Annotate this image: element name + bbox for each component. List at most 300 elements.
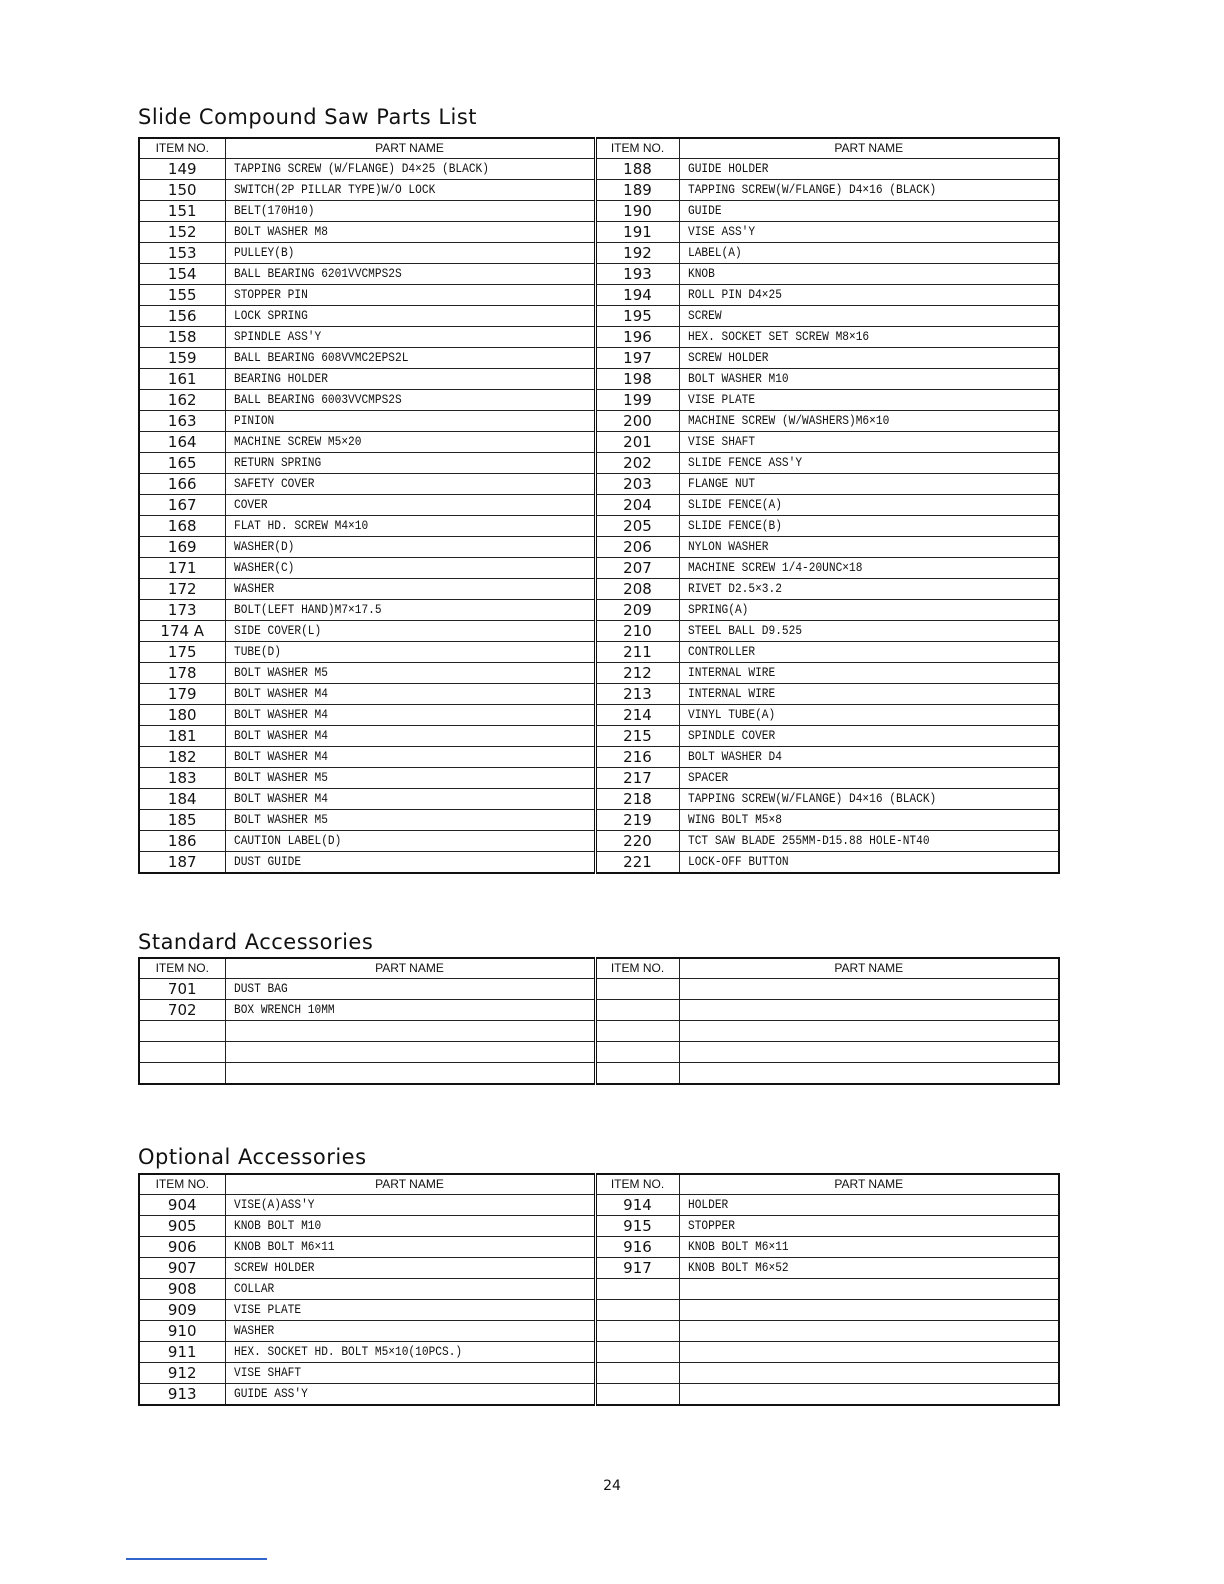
section-title-optional-accessories: Optional Accessories xyxy=(138,1145,367,1169)
part-name-text: WING BOLT M5×8 xyxy=(687,812,782,827)
part-name xyxy=(679,264,1059,285)
part-name-text: LOCK-OFF BUTTON xyxy=(687,854,789,869)
part-name-text: BOLT WASHER M4 xyxy=(233,728,328,743)
item-number xyxy=(595,1321,679,1342)
item-number: 159 xyxy=(139,348,225,369)
part-name xyxy=(679,1363,1059,1384)
part-name-text: VINYL TUBE(A) xyxy=(687,707,775,722)
part-name xyxy=(225,1216,595,1237)
table-row xyxy=(139,348,1059,369)
item-number: 911 xyxy=(139,1342,225,1363)
part-name xyxy=(225,579,595,600)
item-number: 917 xyxy=(595,1258,679,1279)
part-name xyxy=(679,390,1059,411)
table-row xyxy=(139,747,1059,768)
part-name-text: BOLT WASHER M4 xyxy=(233,686,328,701)
part-name xyxy=(225,789,595,810)
part-name-text: BOLT WASHER M4 xyxy=(233,791,328,806)
part-name xyxy=(679,1195,1059,1216)
table-row xyxy=(139,1300,1059,1321)
parts-list-table xyxy=(138,137,1060,874)
part-name xyxy=(679,684,1059,705)
part-name xyxy=(679,432,1059,453)
item-number: 192 xyxy=(595,243,679,264)
part-name-header: PART NAME xyxy=(679,138,1059,159)
item-no-header: ITEM NO. xyxy=(595,1174,679,1195)
part-name-text: SPINDLE COVER xyxy=(687,728,775,743)
table-row xyxy=(139,1279,1059,1300)
table-row xyxy=(139,1195,1059,1216)
part-name xyxy=(679,243,1059,264)
item-number: 173 xyxy=(139,600,225,621)
item-number: 150 xyxy=(139,180,225,201)
item-number: 218 xyxy=(595,789,679,810)
item-number xyxy=(139,1042,225,1063)
table-row xyxy=(139,621,1059,642)
item-number: 220 xyxy=(595,831,679,852)
part-name-text: PULLEY(B) xyxy=(233,245,294,260)
part-name xyxy=(679,768,1059,789)
item-number: 199 xyxy=(595,390,679,411)
part-name-text: RETURN SPRING xyxy=(233,455,321,470)
item-number: 181 xyxy=(139,726,225,747)
part-name xyxy=(225,348,595,369)
table-row xyxy=(139,852,1059,874)
part-name-header: PART NAME xyxy=(225,1174,595,1195)
part-name xyxy=(679,1279,1059,1300)
item-no-header: ITEM NO. xyxy=(139,958,225,979)
part-name-text: BOLT WASHER M4 xyxy=(233,749,328,764)
item-number: 190 xyxy=(595,201,679,222)
item-number: 219 xyxy=(595,810,679,831)
part-name-text: TAPPING SCREW(W/FLANGE) D4×16 (BLACK) xyxy=(687,182,936,197)
item-number: 193 xyxy=(595,264,679,285)
part-name xyxy=(225,558,595,579)
part-name xyxy=(225,726,595,747)
item-number: 904 xyxy=(139,1195,225,1216)
table-row xyxy=(139,180,1059,201)
item-number: 179 xyxy=(139,684,225,705)
item-number xyxy=(595,1384,679,1406)
item-number: 206 xyxy=(595,537,679,558)
item-number: 208 xyxy=(595,579,679,600)
part-name xyxy=(225,1384,595,1406)
part-name xyxy=(679,1300,1059,1321)
part-name-text: LABEL(A) xyxy=(687,245,742,260)
part-name-text: STOPPER PIN xyxy=(233,287,308,302)
part-name-header: PART NAME xyxy=(679,958,1059,979)
part-name xyxy=(679,474,1059,495)
item-number: 167 xyxy=(139,495,225,516)
part-name xyxy=(679,411,1059,432)
part-name-text: VISE(A)ASS'Y xyxy=(233,1197,315,1212)
part-name-text: HEX. SOCKET HD. BOLT M5×10(10PCS.) xyxy=(233,1344,462,1359)
item-number xyxy=(139,1021,225,1042)
item-number: 184 xyxy=(139,789,225,810)
part-name xyxy=(225,453,595,474)
part-name xyxy=(225,495,595,516)
part-name-text: KNOB BOLT M6×11 xyxy=(687,1239,789,1254)
item-number xyxy=(139,1063,225,1085)
part-name-text: KNOB BOLT M6×11 xyxy=(233,1239,335,1254)
table-header-row xyxy=(139,958,1059,979)
part-name-text: VISE SHAFT xyxy=(687,434,755,449)
part-name-header: PART NAME xyxy=(225,958,595,979)
table-row xyxy=(139,579,1059,600)
part-name-text: BOLT(LEFT HAND)M7×17.5 xyxy=(233,602,382,617)
table-row xyxy=(139,432,1059,453)
item-number xyxy=(595,1042,679,1063)
part-name xyxy=(679,369,1059,390)
section-title-standard-accessories: Standard Accessories xyxy=(138,930,374,954)
part-name xyxy=(679,747,1059,768)
part-name-text: STEEL BALL D9.525 xyxy=(687,623,802,638)
part-name-text: MACHINE SCREW M5×20 xyxy=(233,434,361,449)
item-number: 189 xyxy=(595,180,679,201)
table-row xyxy=(139,516,1059,537)
part-name xyxy=(679,1216,1059,1237)
part-name xyxy=(225,159,595,180)
item-number: 163 xyxy=(139,411,225,432)
part-name-text: FLANGE NUT xyxy=(687,476,755,491)
table-row xyxy=(139,979,1059,1000)
part-name-text: NYLON WASHER xyxy=(687,539,769,554)
table-row xyxy=(139,1237,1059,1258)
part-name xyxy=(225,369,595,390)
part-name-text: WASHER(C) xyxy=(233,560,294,575)
table-row xyxy=(139,474,1059,495)
item-number: 907 xyxy=(139,1258,225,1279)
table-row xyxy=(139,264,1059,285)
part-name xyxy=(225,663,595,684)
part-name xyxy=(679,1237,1059,1258)
part-name xyxy=(679,579,1059,600)
item-number: 165 xyxy=(139,453,225,474)
page-number: 24 xyxy=(603,1478,621,1494)
part-name xyxy=(225,180,595,201)
part-name-text: BALL BEARING 6201VVCMPS2S xyxy=(233,266,402,281)
table-row xyxy=(139,1363,1059,1384)
part-name-text: BALL BEARING 608VVMC2EPS2L xyxy=(233,350,408,365)
item-number: 221 xyxy=(595,852,679,874)
part-name-text: BOLT WASHER M8 xyxy=(233,224,328,239)
item-number: 213 xyxy=(595,684,679,705)
item-number: 191 xyxy=(595,222,679,243)
item-number: 158 xyxy=(139,327,225,348)
item-number: 214 xyxy=(595,705,679,726)
part-name-text: MACHINE SCREW (W/WASHERS)M6×10 xyxy=(687,413,889,428)
part-name xyxy=(225,243,595,264)
table-row xyxy=(139,663,1059,684)
item-number: 908 xyxy=(139,1279,225,1300)
part-name xyxy=(225,1342,595,1363)
table-row xyxy=(139,1021,1059,1042)
part-name xyxy=(225,411,595,432)
part-name-text: RIVET D2.5×3.2 xyxy=(687,581,782,596)
part-name-text: SLIDE FENCE(B) xyxy=(687,518,782,533)
part-name xyxy=(679,1342,1059,1363)
part-name xyxy=(225,1258,595,1279)
table-row xyxy=(139,537,1059,558)
item-number: 210 xyxy=(595,621,679,642)
part-name xyxy=(679,285,1059,306)
part-name-text: BOLT WASHER D4 xyxy=(687,749,782,764)
part-name-text: WASHER xyxy=(233,581,274,596)
part-name xyxy=(679,558,1059,579)
item-number: 187 xyxy=(139,852,225,874)
part-name-text: VISE PLATE xyxy=(687,392,755,407)
part-name-text: SLIDE FENCE(A) xyxy=(687,497,782,512)
section-title-parts-list: Slide Compound Saw Parts List xyxy=(138,105,478,129)
item-number: 913 xyxy=(139,1384,225,1406)
part-name xyxy=(225,1000,595,1021)
part-name-text: BELT(170H10) xyxy=(233,203,315,218)
item-number: 152 xyxy=(139,222,225,243)
part-name xyxy=(679,1000,1059,1021)
part-name-text: DUST GUIDE xyxy=(233,854,301,869)
part-name xyxy=(679,1063,1059,1085)
item-number: 153 xyxy=(139,243,225,264)
part-name xyxy=(679,979,1059,1000)
part-name xyxy=(225,684,595,705)
item-number: 178 xyxy=(139,663,225,684)
part-name-text: TAPPING SCREW(W/FLANGE) D4×16 (BLACK) xyxy=(687,791,936,806)
item-number: 212 xyxy=(595,663,679,684)
part-name-text: KNOB BOLT M10 xyxy=(233,1218,321,1233)
table-row xyxy=(139,369,1059,390)
part-name xyxy=(679,495,1059,516)
part-name xyxy=(679,852,1059,874)
part-name-text: GUIDE xyxy=(687,203,722,218)
part-name xyxy=(679,159,1059,180)
table-row xyxy=(139,1258,1059,1279)
part-name xyxy=(679,453,1059,474)
part-name xyxy=(679,663,1059,684)
part-name-text: HEX. SOCKET SET SCREW M8×16 xyxy=(687,329,869,344)
table-row xyxy=(139,1342,1059,1363)
part-name xyxy=(225,516,595,537)
part-name xyxy=(225,474,595,495)
table-row xyxy=(139,600,1059,621)
part-name xyxy=(679,705,1059,726)
item-number: 156 xyxy=(139,306,225,327)
part-name xyxy=(225,537,595,558)
part-name-text: KNOB BOLT M6×52 xyxy=(687,1260,789,1275)
table-row xyxy=(139,1321,1059,1342)
item-number xyxy=(595,979,679,1000)
part-name xyxy=(679,201,1059,222)
item-number: 161 xyxy=(139,369,225,390)
part-name xyxy=(225,1063,595,1085)
item-number: 200 xyxy=(595,411,679,432)
item-number: 168 xyxy=(139,516,225,537)
part-name xyxy=(225,1237,595,1258)
item-number: 188 xyxy=(595,159,679,180)
part-name xyxy=(225,979,595,1000)
part-name xyxy=(225,390,595,411)
part-name-text: CONTROLLER xyxy=(687,644,755,659)
table-row xyxy=(139,1216,1059,1237)
table-row xyxy=(139,705,1059,726)
part-name xyxy=(679,831,1059,852)
standard-accessories-table xyxy=(138,957,1060,1085)
part-name-text: VISE ASS'Y xyxy=(687,224,755,239)
part-name xyxy=(225,852,595,874)
part-name-text: BOLT WASHER M4 xyxy=(233,707,328,722)
item-number: 202 xyxy=(595,453,679,474)
part-name-text: VISE PLATE xyxy=(233,1302,301,1317)
item-number: 172 xyxy=(139,579,225,600)
table-row xyxy=(139,1063,1059,1085)
item-no-header: ITEM NO. xyxy=(139,1174,225,1195)
part-name-header: PART NAME xyxy=(679,1174,1059,1195)
part-name-text: DUST BAG xyxy=(233,981,288,996)
part-name-text: SPINDLE ASS'Y xyxy=(233,329,321,344)
table-row xyxy=(139,285,1059,306)
item-number: 166 xyxy=(139,474,225,495)
part-name xyxy=(225,1279,595,1300)
table-row xyxy=(139,684,1059,705)
part-name-text: TUBE(D) xyxy=(233,644,281,659)
part-name xyxy=(225,747,595,768)
item-number: 186 xyxy=(139,831,225,852)
part-name xyxy=(225,432,595,453)
part-name-text: SCREW xyxy=(687,308,722,323)
item-number: 175 xyxy=(139,642,225,663)
part-name xyxy=(679,1258,1059,1279)
item-number: 194 xyxy=(595,285,679,306)
part-name xyxy=(679,180,1059,201)
part-name xyxy=(679,1384,1059,1406)
item-number: 910 xyxy=(139,1321,225,1342)
table-header-row xyxy=(139,1174,1059,1195)
item-number: 216 xyxy=(595,747,679,768)
part-name-text: SCREW HOLDER xyxy=(687,350,769,365)
item-number: 915 xyxy=(595,1216,679,1237)
table-row xyxy=(139,558,1059,579)
part-name-text: STOPPER xyxy=(687,1218,735,1233)
item-no-header: ITEM NO. xyxy=(139,138,225,159)
part-name xyxy=(679,642,1059,663)
part-name-text: FLAT HD. SCREW M4×10 xyxy=(233,518,368,533)
part-name xyxy=(225,1363,595,1384)
part-name-text: WASHER xyxy=(233,1323,274,1338)
item-number xyxy=(595,1279,679,1300)
item-number: 183 xyxy=(139,768,225,789)
part-name-text: BEARING HOLDER xyxy=(233,371,328,386)
part-name xyxy=(225,1042,595,1063)
part-name-text: BOLT WASHER M5 xyxy=(233,665,328,680)
part-name xyxy=(679,1021,1059,1042)
item-number: 205 xyxy=(595,516,679,537)
part-name-text: GUIDE ASS'Y xyxy=(233,1386,308,1401)
item-number: 149 xyxy=(139,159,225,180)
item-number: 211 xyxy=(595,642,679,663)
item-number: 909 xyxy=(139,1300,225,1321)
part-name xyxy=(225,810,595,831)
part-name-text: BOLT WASHER M5 xyxy=(233,812,328,827)
item-number: 204 xyxy=(595,495,679,516)
item-number: 174 A xyxy=(139,621,225,642)
part-name-text: PINION xyxy=(233,413,274,428)
part-name xyxy=(225,201,595,222)
part-name-text: VISE SHAFT xyxy=(233,1365,301,1380)
optional-accessories-table xyxy=(138,1173,1060,1406)
item-number: 154 xyxy=(139,264,225,285)
part-name-text: SPACER xyxy=(687,770,728,785)
table-row xyxy=(139,453,1059,474)
part-name-text: LOCK SPRING xyxy=(233,308,308,323)
part-name xyxy=(225,642,595,663)
item-number: 912 xyxy=(139,1363,225,1384)
item-number: 196 xyxy=(595,327,679,348)
part-name-text: GUIDE HOLDER xyxy=(687,161,769,176)
part-name-text: WASHER(D) xyxy=(233,539,294,554)
part-name-text: BALL BEARING 6003VVCMPS2S xyxy=(233,392,402,407)
part-name xyxy=(225,222,595,243)
part-name-text: TCT SAW BLADE 255MM-D15.88 HOLE-NT40 xyxy=(687,833,930,848)
part-name xyxy=(225,285,595,306)
item-number: 171 xyxy=(139,558,225,579)
table-row xyxy=(139,222,1059,243)
item-number: 201 xyxy=(595,432,679,453)
part-name-text: COLLAR xyxy=(233,1281,274,1296)
part-name xyxy=(679,810,1059,831)
item-number: 702 xyxy=(139,1000,225,1021)
item-number: 203 xyxy=(595,474,679,495)
part-name-text: BOLT WASHER M10 xyxy=(687,371,789,386)
part-name-text: SAFETY COVER xyxy=(233,476,315,491)
part-name xyxy=(225,1021,595,1042)
item-number xyxy=(595,1021,679,1042)
item-number: 207 xyxy=(595,558,679,579)
item-number xyxy=(595,1363,679,1384)
part-name xyxy=(679,1321,1059,1342)
part-name xyxy=(225,264,595,285)
item-number: 701 xyxy=(139,979,225,1000)
item-number: 155 xyxy=(139,285,225,306)
item-number: 914 xyxy=(595,1195,679,1216)
item-number: 164 xyxy=(139,432,225,453)
item-number: 151 xyxy=(139,201,225,222)
part-name-text: INTERNAL WIRE xyxy=(687,686,775,701)
table-row xyxy=(139,1000,1059,1021)
table-row xyxy=(139,642,1059,663)
part-name xyxy=(679,600,1059,621)
item-no-header: ITEM NO. xyxy=(595,138,679,159)
table-row xyxy=(139,1384,1059,1406)
part-name xyxy=(679,789,1059,810)
part-name xyxy=(679,327,1059,348)
table-row xyxy=(139,831,1059,852)
table-row xyxy=(139,789,1059,810)
part-name-text: HOLDER xyxy=(687,1197,728,1212)
item-number xyxy=(595,1000,679,1021)
part-name xyxy=(225,768,595,789)
part-name-text: COVER xyxy=(233,497,268,512)
item-number: 198 xyxy=(595,369,679,390)
part-name-text: CAUTION LABEL(D) xyxy=(233,833,341,848)
part-name-text: SPRING(A) xyxy=(687,602,748,617)
part-name xyxy=(679,621,1059,642)
item-number: 916 xyxy=(595,1237,679,1258)
part-name xyxy=(225,600,595,621)
item-number: 197 xyxy=(595,348,679,369)
item-number xyxy=(595,1300,679,1321)
part-name-text: INTERNAL WIRE xyxy=(687,665,775,680)
item-number: 906 xyxy=(139,1237,225,1258)
part-name xyxy=(225,306,595,327)
